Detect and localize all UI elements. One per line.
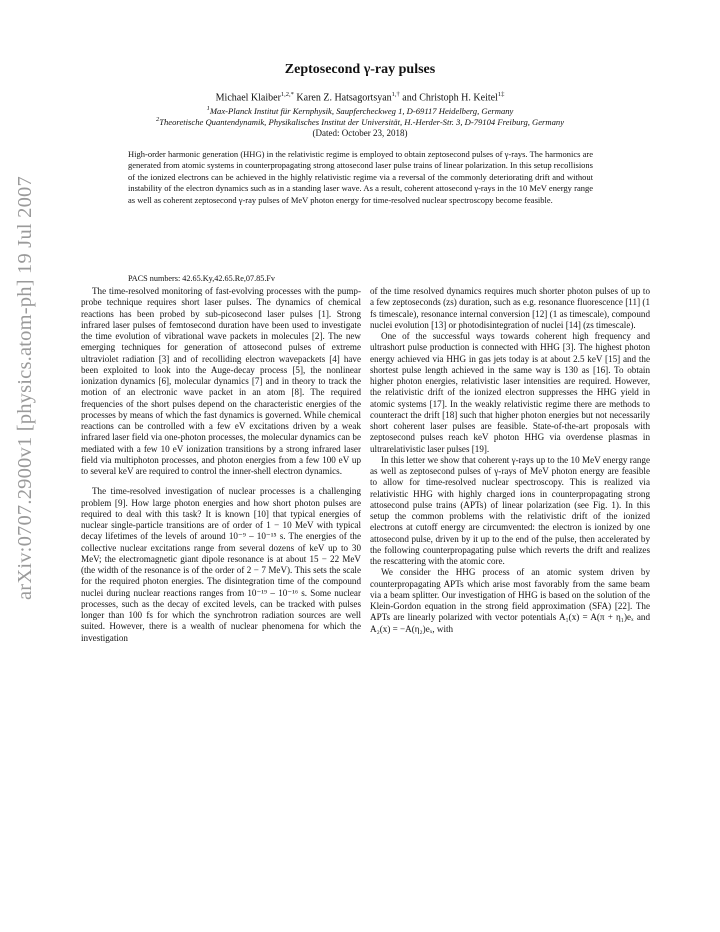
author-affiliation-mark: 1‡: [497, 91, 505, 98]
body-paragraph: The time-resolved investigation of nuclear processes is a challenging problem [9]. How large photon energies and how short photon pulses are required to deal with this task? It is known [10] that typical energies of nuclear single-particle transitions are of order of 1 − 10 MeV with typical decay lifetimes of the levels of around 10⁻⁹ – 10⁻¹⁵ s. The energies of the collective nuclear excitations range from several dozens of keV up to 30 MeV; the electromagnetic giant dipole resonance is at about 15 − 22 MeV (the width of the resonance is of the order of 2 − 7 MeV). This sets the scale for the required photon energies. The disintegration time of the compound nuclei during nuclear reactions ranges from 10⁻¹⁹ – 10⁻¹⁶ s. Some nuclear processes, such as the decay of excited levels, can be tracked with pulses longer than 100 fs for which the synchrotron radiation sources are well suited. However, there is a wealth of nuclear phenomena for which the investigation: [81, 486, 361, 643]
dated-line: (Dated: October 23, 2018): [312, 128, 408, 138]
affiliation: [0, 116, 720, 127]
body-column-left: [81, 286, 361, 644]
author-name: Karen Z. Hatsagortsyan: [296, 92, 392, 104]
author-conjunction: and: [402, 92, 417, 104]
body-paragraph: of the time resolved dynamics requires much shorter photon pulses of up to a few zeptoseconds (zs) duration, such as e.g. resonance fluorescence [11] (1 fs timescale), resonance internal conversion [12] (1 as timescale), compound nuclei evolution [13] or photodisintegration of nuclei [14] (zs timescale).: [370, 286, 650, 330]
affiliation-mark: 2: [155, 116, 160, 123]
body-paragraph: The time-resolved monitoring of fast-evolving processes with the pump-probe technique requires short laser pulses. The dynamics of chemical reactions has been probed by sub-picosecond laser pulses [1]. Strong infrared laser pulses of femtosecond duration have been used to investigate the time evolution of vibrational wave packets in molecules [2]. The new emerging techniques for generation of attosecond pulses of extreme ultraviolet radiation [3] and of recolliding electron wavepackets [4] have been exploited to look into the Auge-decay process [5], the nonlinear ionization dynamics [6], molecular dynamics [7] and in theory to track the motion of an electronic wave packet in an atom [8]. The required frequencies of the short pulses depend on the characteristic energies of the processes by means of which the fast dynamics is governed. While chemical reactions can be controlled with a few eV excitations driven by a weak infrared laser field via one-photon processes, the molecular dynamics can be mediated with a few 10 eV ionization transitions by a strong infrared laser field via multiphoton processes, and photon energies from a few 100 eV up to several keV are required to control the inner-shell electron dynamics.: [81, 286, 361, 476]
author-affiliation-mark: 1,2,*: [280, 91, 294, 98]
author-affiliation-mark: 1,†: [391, 91, 400, 98]
body-paragraph: We consider the HHG process of an atomic system driven by counterpropagating APTs which arise most favorably from the same beam via a beam splitter. Our investigation of HHG is based on the solution of the Klein-Gordon equation in the strong field approximation (SFA) [22]. The APTs are linearly polarized with vector potentials A₁(x) = A(π + η₁)eₓ and A₂(x) = −A(η₂)eₓ, with: [370, 567, 650, 634]
affiliation: [0, 105, 720, 116]
affiliation-text: Theoretische Quantendynamik, Physikalisches Institut der Universität, H.-Herder-Str. 3, D-79104 Freiburg, Germany: [159, 116, 565, 127]
pacs-numbers: PACS numbers: 42.65.Ky,42.65.Re,07.85.Fv: [128, 274, 276, 283]
author-name: Christoph H. Keitel: [419, 92, 498, 104]
body-column-right: [370, 286, 650, 635]
abstract: High-order harmonic generation (HHG) in the relativistic regime is employed to obtain zeptosecond pulses of γ-rays. The harmonics are generated from atomic systems in counterpropagating strong attosecond laser pulse trains of linear polarization. In this setup recollisions of the ionized electrons can be achieved in the highly relativistic regime via a reversal of the commonly deteriorating drift and without instability of the electron dynamics such as in a standing laser wave. As a result, coherent attosecond γ-rays in the 10 MeV energy range as well as coherent zeptosecond γ-ray pulses of MeV photon energy for time-resolved nuclear spectroscopy become feasible.: [128, 149, 593, 205]
affiliation-mark: 1: [206, 105, 210, 112]
arxiv-identifier-stamp: arXiv:0707.2900v1 [physics.atom-ph] 19 Jul 2007: [14, 176, 36, 600]
author-list: [0, 91, 720, 103]
affiliation-text: Max-Planck Institut für Kernphysik, Saupfercheckweg 1, D-69117 Heidelberg, Germany: [209, 105, 514, 116]
body-paragraph: One of the successful ways towards coherent high frequency and ultrashort pulse production is connected with HHG [3]. The highest photon energy achieved via HHG in gas jets today is at about 2.5 keV [15] and the shortest pulse length achieved in the same way is 130 as [16]. To obtain higher photon energies, relativistic laser intensities are required. However, the relativistic drift of the ionized electron suppresses the HHG yield in atomic systems [17]. In the weakly relativistic regime there are methods to counteract the drift [18] such that higher photon energies but not necessarily short coherent laser pulses are feasible. State-of-the-art proposals with zeptosecond pulses reach keV photon HHG via overdense plasmas in ultrarelativistic laser pulses [19].: [370, 331, 650, 454]
body-paragraph: In this letter we show that coherent γ-rays up to the 10 MeV energy range as well as zeptosecond pulses of γ-rays of MeV photon energy are feasible to allow for time-resolved nuclear spectroscopy. This is realized via relativistic HHG with highly charged ions in counterpropagating strong attosecond pulse trains (APTs) of linear polarization (see Fig. 1). In this setup the common problems with the relativistic drift of the ionized electrons at cutoff energy are circumvented: the electron is ionized by one attosecond pulse, driven by it up to the end of the pulse, then accelerated by the following counterpropagating pulse which reverts the drift and realizes the rescattering with the atomic core.: [370, 454, 650, 566]
paper-title: Zeptosecond γ-ray pulses: [284, 62, 436, 77]
author-name: Michael Klaiber: [215, 92, 281, 104]
